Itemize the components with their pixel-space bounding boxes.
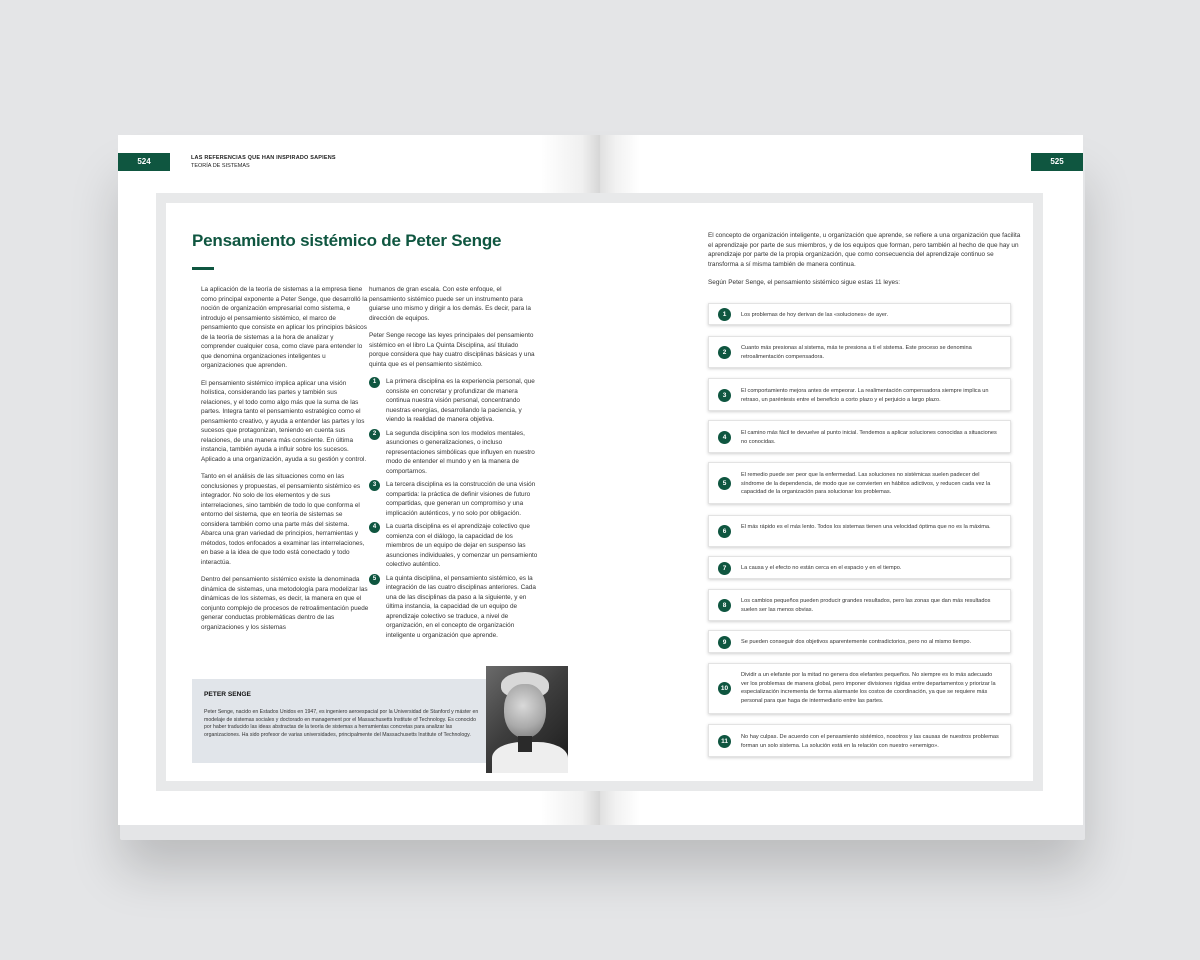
number-badge: 5: [369, 574, 380, 585]
list-item: [369, 480, 539, 518]
bio-box: [192, 679, 486, 763]
paragraph: humanos de gran escala. Con este enfoque, el pensamiento sistémico puede ser un instrumento para guiarse uno mismo y dirigir a los demás. Es decir, para la dirección de equipos.: [369, 286, 531, 322]
photo-collar: [518, 736, 532, 752]
title-rule: [192, 267, 214, 270]
law-card: [708, 630, 1011, 653]
list-item: [369, 522, 539, 570]
number-badge: 1: [369, 377, 380, 388]
number-badge: 4: [369, 522, 380, 533]
law-text: El remedio puede ser peor que la enfermedad. Las soluciones no sistémicas suelen padecer del síndrome de la dependencia, de modo que se convierten en hábitos adictivos, y reducen cada vez la capacidad de la organización para solucionar los problemas.: [741, 472, 991, 495]
bio-text: Peter Senge, nacido en Estados Unidos en 1947, es ingeniero aeroespacial por la Universidad de Stanford y máster en modelaje de sistemas sociales y doctorado en management por el Massachusetts Institute of Technology. Es conocido por haber traducido las ideas abstractas de la teoría de sistemas a herramientas concretas para analizar las organizaciones. Ha sido profesor de varias universidades, principalmente del Massachusetts Institute of Technology.: [204, 709, 479, 738]
law-card: [708, 336, 1011, 368]
law-text: Los problemas de hoy derivan de las «soluciones» de ayer.: [741, 312, 889, 318]
text-column-2: [369, 285, 539, 644]
list-item: [369, 429, 539, 477]
list-item: [369, 377, 539, 425]
right-page-number: 525: [1031, 153, 1083, 171]
right-page: [600, 135, 1083, 825]
running-subtitle: TEORÍA DE SISTEMAS: [191, 163, 250, 169]
paragraph: Peter Senge recoge las leyes principales del pensamiento sistémico en el libro La Quinta Disciplina, así titulado porque considera que hay cuatro disciplinas básicas y una quinta que es el pensamiento sistémico.: [369, 332, 535, 368]
law-card: [708, 378, 1011, 411]
paragraph: Tanto en el análisis de las situaciones como en las conclusiones y propuestas, el pensamiento sistémico es integrador. No solo de los elementos y de sus interrelaciones, sino también de todo lo que conforma el entorno del sistema, que en teoría de sistemas se considera también como una parte más del sistema. Abarca una gran variedad de principios, herramientas y métodos, todos enfocados a examinar las interrelaciones, en base a la idea de que todo está conectado y todo interactúa.: [201, 473, 365, 566]
number-badge: 1: [718, 308, 731, 321]
paragraph: La aplicación de la teoría de sistemas a la empresa tiene como principal exponente a Peter Senge, que desarrolló la noción de organización empresarial como sistema, e introdujo el pensamiento sistémico, el marco de pensamiento que consiste en aplicar los principios básicos de la teoría de sistemas a la hora de analizar y comprender cualquier cosa, como clave para entender lo que denomina organizaciones inteligentes u organizaciones que aprenden.: [201, 286, 368, 369]
law-card: [708, 663, 1011, 714]
article-title: Pensamiento sistémico de Peter Senge: [192, 231, 502, 250]
text-column-1: [201, 285, 369, 640]
law-text: El camino más fácil te devuelve al punto inicial. Tendemos a aplicar soluciones conocidas a situaciones no conocidas.: [741, 430, 997, 445]
left-page-number: 524: [118, 153, 170, 171]
number-badge: 3: [718, 389, 731, 402]
number-badge: 5: [718, 477, 731, 490]
running-header: [191, 154, 336, 170]
law-text: La causa y el efecto no están cerca en el espacio y en el tiempo.: [741, 565, 902, 571]
disciplines-list: [369, 377, 539, 640]
portrait-photo: [486, 666, 568, 773]
law-text: El más rápido es el más lento. Todos los sistemas tienen una velocidad óptima que no es la máxima.: [741, 524, 991, 530]
photo-face: [504, 684, 546, 738]
paragraph: Dentro del pensamiento sistémico existe la denominada dinámica de sistemas, una metodología para modelizar las dinámicas de los sistemas, es decir, la manera en que el conjunto complejo de procesos de retroalimentación puede generar conductas problemáticas dentro de las organizaciones y los sistemas: [201, 576, 369, 631]
number-badge: 6: [718, 525, 731, 538]
bio-name: PETER SENGE: [204, 691, 251, 698]
law-text: Los cambios pequeños pueden producir grandes resultados, pero las zonas que dan más resultados suelen ser las menos obvias.: [741, 598, 991, 613]
list-item: [369, 574, 539, 641]
list-item-text: La tercera disciplina es la construcción de una visión compartida: la práctica de definir visiones de futuro compartidas, que generan un compromiso y una implicación auténticos, y no solo por obligación.: [386, 481, 536, 517]
number-badge: 2: [718, 346, 731, 359]
law-text: Dividir a un elefante por la mitad no genera dos elefantes pequeños. No siempre es lo más adecuado ver los problemas de manera global, pero imponer divisiones rígidas entre departamentos y priorizar la especialización incrementa de forma alarmante los costos de coordinación, ya que se requiere más personal para que haga de intermediario entre las partes.: [741, 672, 996, 704]
number-badge: 7: [718, 562, 731, 575]
law-card: [708, 589, 1011, 621]
number-badge: 4: [718, 431, 731, 444]
law-card: [708, 515, 1011, 547]
list-item-text: La segunda disciplina son los modelos mentales, asunciones o generalizaciones, o incluso representaciones simbólicas que influyen en nuestro modo de entender el mundo y en la manera de comportarnos.: [386, 429, 535, 475]
number-badge: 10: [718, 682, 731, 695]
number-badge: 8: [718, 599, 731, 612]
law-card: [708, 303, 1011, 325]
law-text: No hay culpas. De acuerdo con el pensamiento sistémico, nosotros y las causas de nuestros problemas forman un solo sistema. La solución está en la relación con nuestro «enemigo».: [741, 734, 999, 749]
law-text: Cuanto más presionas al sistema, más te presiona a ti el sistema. Este proceso se denomina retroalimentación compensadora.: [741, 345, 972, 360]
laws-intro: Según Peter Senge, el pensamiento sistémico sigue estas 11 leyes:: [708, 279, 901, 286]
law-text: El comportamiento mejora antes de empeorar. La realimentación compensadora siempre implica un retraso, un paréntesis entre el beneficio a corto plazo y el perjuicio a largo plazo.: [741, 388, 989, 403]
law-card: [708, 420, 1011, 453]
list-item-text: La primera disciplina es la experiencia personal, que consiste en concretar y profundizar de manera continua nuestra visión personal, concentrando nuestras energías, desarrollando la paciencia, y viendo la realidad de manera objetiva.: [386, 378, 535, 423]
law-card: [708, 462, 1011, 504]
number-badge: 9: [718, 636, 731, 649]
intro-paragraph: El concepto de organización inteligente, u organización que aprende, se refiere a una organización que facilita el aprendizaje por parte de sus miembros, y de los equipos que forman, pero también al hecho de que hay un aprendizaje por parte de la propia organización, que como consecuencia del aprendizaje continuo se transforma a sí misma también de manera continua.: [708, 232, 1021, 268]
running-title: LAS REFERENCIAS QUE HAN INSPIRADO SAPIENS: [191, 155, 336, 161]
number-badge: 2: [369, 429, 380, 440]
left-page: [118, 135, 600, 825]
law-text: Se pueden conseguir dos objetivos aparentemente contradictorios, pero no al mismo tiempo.: [741, 639, 972, 645]
law-card: [708, 556, 1011, 579]
number-badge: 11: [718, 735, 731, 748]
number-badge: 3: [369, 480, 380, 491]
list-item-text: La cuarta disciplina es el aprendizaje colectivo que comienza con el diálogo, la capacidad de los miembros de un equipo de dejar en suspenso las asunciones individuales, y comenzar un pensamiento colectivo auténtico.: [386, 523, 538, 568]
paragraph: El pensamiento sistémico implica aplicar una visión holística, considerando las partes y también sus relaciones, y el todo como algo más que la suma de las partes. Integra tanto el pensamiento estratégico como el pensamiento creativo, y ayuda a entender las partes y los sucesos que protagonizan, teniendo en cuenta sus relaciones, de una manera más consciente. En última instancia, también ayuda a influir sobre los sucesos. Aplicado a una organización, ayuda a su gestión y control.: [201, 379, 367, 463]
law-card: [708, 724, 1011, 757]
list-item-text: La quinta disciplina, el pensamiento sistémico, es la integración de las cuatro disciplinas anteriores. Cada una de las disciplinas da paso a la siguiente, y en última instancia, la capacidad de un equipo de aprendizaje colectivo se traduce, a nivel de organización, en el concepto de organización inteligente u organización que aprende.: [386, 574, 536, 639]
